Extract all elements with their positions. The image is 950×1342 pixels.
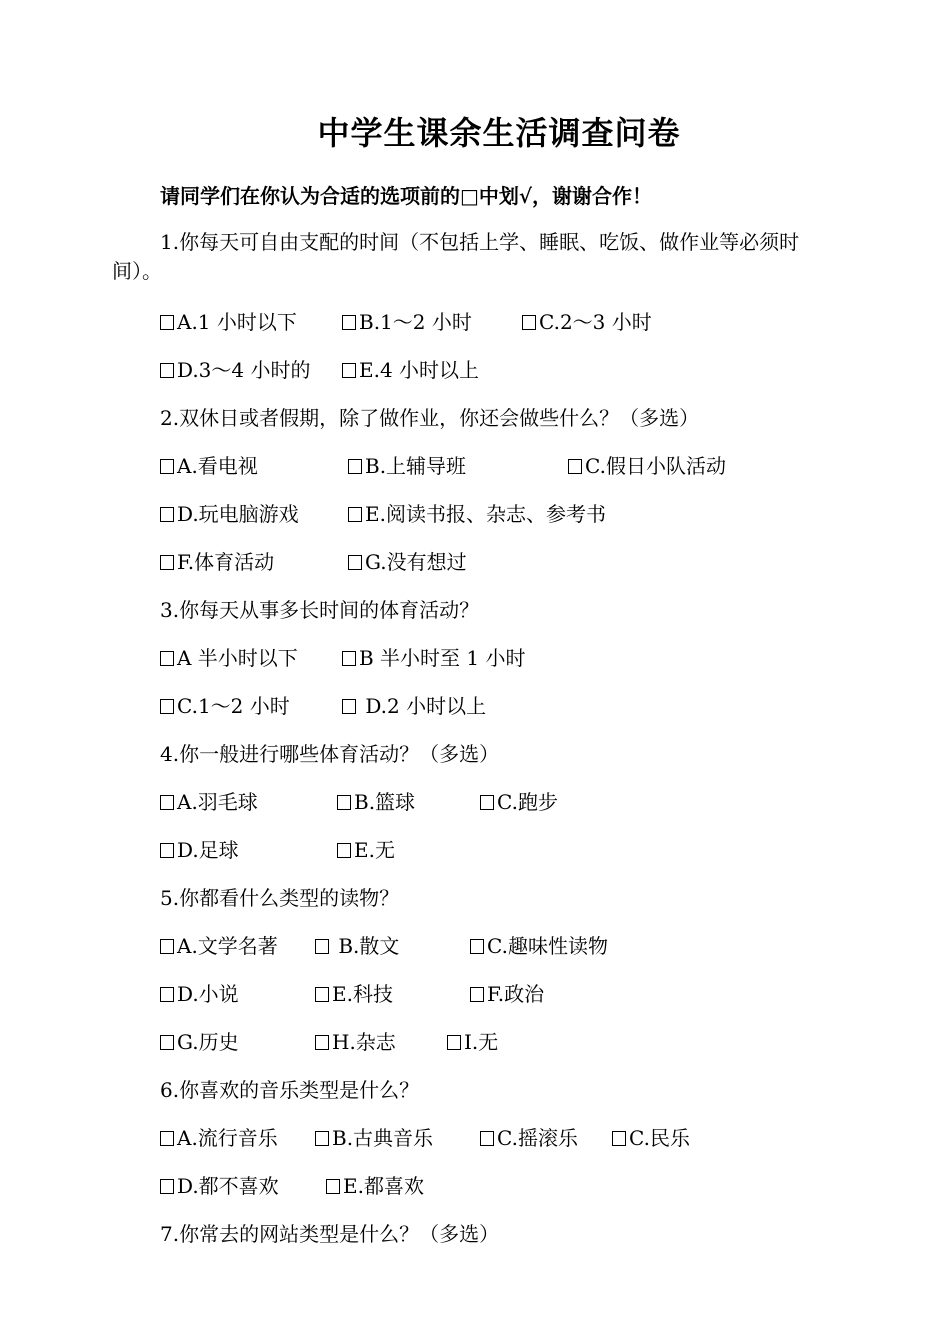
- checkbox-icon[interactable]: [160, 939, 174, 954]
- checkbox-icon[interactable]: [160, 699, 174, 714]
- option[interactable]: E.科技: [315, 978, 393, 1007]
- option[interactable]: B 半小时至 1 小时: [342, 642, 526, 671]
- checkbox-icon[interactable]: [342, 699, 356, 714]
- checkbox-icon[interactable]: [315, 1035, 329, 1050]
- option[interactable]: C.2～3 小时: [522, 306, 652, 335]
- question-1: 1.你每天可自由支配的时间（不包括上学、睡眠、吃饭、做作业等必须时间）。: [112, 230, 800, 283]
- option[interactable]: A.羽毛球: [160, 786, 258, 815]
- option[interactable]: E.都喜欢: [326, 1170, 424, 1199]
- checkbox-icon[interactable]: [160, 1131, 174, 1146]
- checkbox-icon[interactable]: [160, 555, 174, 570]
- instructions: 请同学们在你认为合适的选项前的□中划√，谢谢合作！: [160, 184, 653, 208]
- option[interactable]: F.政治: [470, 978, 544, 1007]
- checkbox-icon[interactable]: [568, 459, 582, 474]
- option[interactable]: H.杂志: [315, 1026, 396, 1055]
- checkbox-icon[interactable]: [160, 651, 174, 666]
- checkbox-icon[interactable]: [480, 1131, 494, 1146]
- checkbox-icon[interactable]: [315, 987, 329, 1002]
- option[interactable]: D.3～4 小时的: [160, 354, 311, 383]
- option[interactable]: C.摇滚乐: [480, 1122, 578, 1151]
- option[interactable]: A.流行音乐: [160, 1122, 278, 1151]
- checkbox-icon[interactable]: [160, 459, 174, 474]
- checkbox-icon[interactable]: [447, 1035, 461, 1050]
- question-2: 2.双休日或者假期，除了做作业，你还会做些什么？（多选）: [160, 406, 700, 430]
- checkbox-icon[interactable]: [160, 507, 174, 522]
- option[interactable]: I.无: [447, 1026, 498, 1055]
- option[interactable]: F.体育活动: [160, 546, 274, 575]
- checkbox-icon[interactable]: [160, 987, 174, 1002]
- checkbox-icon[interactable]: [315, 939, 329, 954]
- checkbox-icon[interactable]: [342, 363, 356, 378]
- option[interactable]: D.玩电脑游戏: [160, 498, 299, 527]
- checkbox-icon[interactable]: [342, 315, 356, 330]
- checkbox-icon[interactable]: [160, 843, 174, 858]
- option[interactable]: B.古典音乐: [315, 1122, 433, 1151]
- checkbox-icon[interactable]: [160, 795, 174, 810]
- option[interactable]: C.民乐: [612, 1122, 690, 1151]
- option[interactable]: E.阅读书报、杂志、参考书: [348, 498, 606, 527]
- option[interactable]: A 半小时以下: [160, 642, 298, 671]
- checkbox-icon[interactable]: [342, 651, 356, 666]
- checkbox-icon[interactable]: [348, 459, 362, 474]
- question-6: 6.你喜欢的音乐类型是什么？: [160, 1078, 420, 1102]
- checkbox-icon[interactable]: [160, 363, 174, 378]
- option[interactable]: B.篮球: [337, 786, 415, 815]
- checkbox-icon[interactable]: [337, 843, 351, 858]
- option[interactable]: D.都不喜欢: [160, 1170, 279, 1199]
- checkbox-icon[interactable]: [470, 939, 484, 954]
- option[interactable]: B.1～2 小时: [342, 306, 472, 335]
- checkbox-icon[interactable]: [160, 1035, 174, 1050]
- option[interactable]: B.散文: [315, 930, 399, 959]
- question-4: 4.你一般进行哪些体育活动？（多选）: [160, 742, 500, 766]
- checkbox-icon[interactable]: [522, 315, 536, 330]
- option[interactable]: C.趣味性读物: [470, 930, 608, 959]
- checkbox-icon[interactable]: [160, 315, 174, 330]
- option[interactable]: C.假日小队活动: [568, 450, 726, 479]
- checkbox-icon[interactable]: [480, 795, 494, 810]
- option[interactable]: D.2 小时以上: [342, 690, 486, 719]
- option[interactable]: D.小说: [160, 978, 239, 1007]
- option[interactable]: B.上辅导班: [348, 450, 466, 479]
- option[interactable]: A.1 小时以下: [160, 306, 297, 335]
- option[interactable]: A.看电视: [160, 450, 258, 479]
- option[interactable]: C.跑步: [480, 786, 558, 815]
- option[interactable]: A.文学名著: [160, 930, 278, 959]
- checkbox-icon[interactable]: [160, 1179, 174, 1194]
- question-5: 5.你都看什么类型的读物？: [160, 886, 400, 910]
- checkbox-icon[interactable]: [470, 987, 484, 1002]
- checkbox-icon[interactable]: [612, 1131, 626, 1146]
- checkbox-icon[interactable]: [315, 1131, 329, 1146]
- option[interactable]: C.1～2 小时: [160, 690, 290, 719]
- option[interactable]: E.无: [337, 834, 395, 863]
- option[interactable]: E.4 小时以上: [342, 354, 479, 383]
- question-7: 7.你常去的网站类型是什么？（多选）: [160, 1222, 500, 1246]
- checkbox-icon[interactable]: [348, 507, 362, 522]
- question-3: 3.你每天从事多长时间的体育活动？: [160, 598, 480, 622]
- option[interactable]: G.没有想过: [348, 546, 467, 575]
- checkbox-icon[interactable]: [337, 795, 351, 810]
- checkbox-icon[interactable]: [326, 1179, 340, 1194]
- document-title: 中学生课余生活调查问卷: [317, 114, 681, 152]
- option[interactable]: D.足球: [160, 834, 239, 863]
- checkbox-icon[interactable]: [348, 555, 362, 570]
- option[interactable]: G.历史: [160, 1026, 239, 1055]
